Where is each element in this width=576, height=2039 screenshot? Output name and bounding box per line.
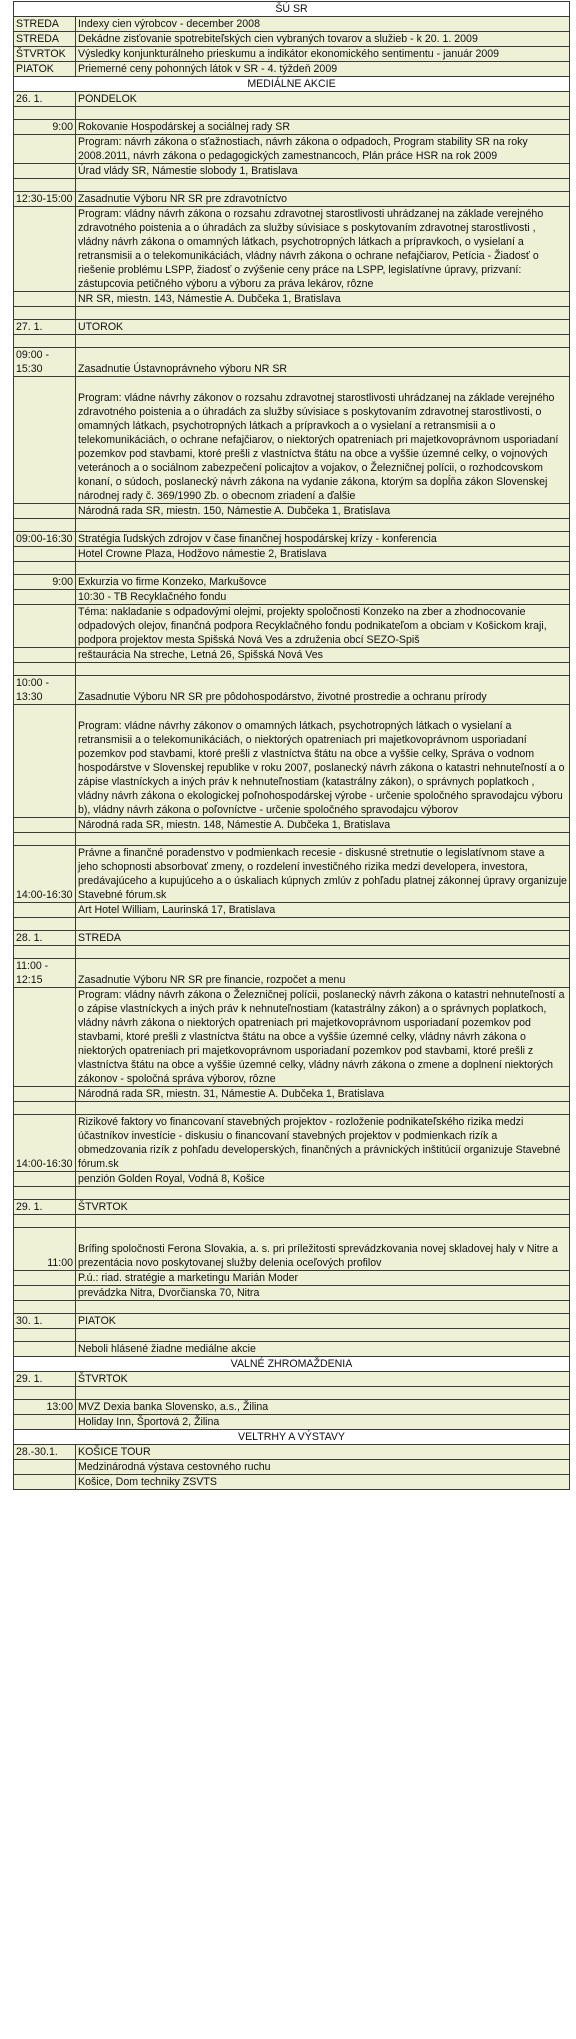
event-detail-row (14, 135, 570, 164)
event-place-row (14, 164, 570, 179)
event-row (14, 1228, 570, 1271)
event-row (14, 532, 570, 547)
event-time: 10:00 - 13:30 (14, 676, 76, 705)
event-row (14, 1445, 570, 1460)
event-sub-row (14, 590, 570, 605)
event-row (14, 676, 570, 705)
event-time: 09:00 - 15:30 (14, 348, 76, 377)
event-row (14, 120, 570, 135)
day-row (14, 320, 570, 335)
spacer-row (14, 107, 570, 120)
section-row (14, 1430, 570, 1445)
event-place: penzión Golden Royal, Vodná 8, Košice (76, 1172, 570, 1187)
note-row (14, 1342, 570, 1357)
event-place: Úrad vlády SR, Námestie slobody 1, Bratislava (76, 164, 570, 179)
section-row (14, 77, 570, 92)
section-media-title: MEDIÁLNE AKCIE (14, 77, 570, 92)
event-time: 12:30-15:00 (14, 192, 76, 207)
spacer-row (14, 335, 570, 348)
day-date: 28. 1. (14, 931, 76, 946)
event-title: KOŠICE TOUR (76, 1445, 570, 1460)
spacer-row (14, 1387, 570, 1400)
day-row (14, 1372, 570, 1387)
event-title: Zasadnutie Výboru NR SR pre pôdohospodárstvo, životné prostredie a ochranu prírody (76, 676, 570, 705)
event-title: Zasadnutie Ústavnoprávneho výboru NR SR (76, 348, 570, 377)
day-date: 30. 1. (14, 1314, 76, 1329)
no-events-note: Neboli hlásené žiadne mediálne akcie (76, 1342, 570, 1357)
section-row (14, 1357, 570, 1372)
su-row (14, 47, 570, 62)
event-row (14, 1400, 570, 1415)
day-date: 27. 1. (14, 320, 76, 335)
event-place-row (14, 292, 570, 307)
su-day: STREDA (14, 32, 76, 47)
day-date: 29. 1. (14, 1200, 76, 1215)
event-place-row (14, 1415, 570, 1430)
event-program: Program: vládne návrhy zákonov o omamných látkach, psychotropných látkach o vysielaní a retransmisii a o telekomunikáciách, o niektorých opatreniach pri majetkovoprávnom usporiadaní pozemkov pod stavbami, ktoré prešli z vlastníctva štátu na obce a vyššie celky, Správa o vodnom hospodárstve v Slovenskej republike v roku 2007, poslanecký návrh zákona o katastri nehnuteľností a o zápise vlastníckych a iných práv k nehnuteľnostiam (katastrálny zákon), o správnych poplatkoch , vládny návrh zákona o ekologickej poľnohospodárskej výrobe - určenie spoločného spravodajcu výboru b), vládny návrh zákona o poľovníctve - určenie spoločného spravodajcu výborov (76, 705, 570, 818)
section-fairs-title: VELTRHY A VÝSTAVY (14, 1430, 570, 1445)
event-place-row (14, 1286, 570, 1301)
event-time: 09:00-16:30 (14, 532, 76, 547)
event-row (14, 959, 570, 988)
su-text: Indexy cien výrobcov - december 2008 (76, 17, 570, 32)
event-subtitle: 10:30 - TB Recyklačného fondu (76, 590, 570, 605)
su-text: Výsledky konjunkturálneho prieskumu a indikátor ekonomického sentimentu - január 2009 (76, 47, 570, 62)
day-name: PIATOK (76, 1314, 570, 1329)
event-title: Stratégia ľudských zdrojov v čase finančnej hospodárskej krízy - konferencia (76, 532, 570, 547)
day-date: 26. 1. (14, 92, 76, 107)
day-name: STREDA (76, 931, 570, 946)
event-title: Zasadnutie Výboru NR SR pre financie, rozpočet a menu (76, 959, 570, 988)
event-detail-row (14, 377, 570, 504)
su-day: PIATOK (14, 62, 76, 77)
spacer-row (14, 1102, 570, 1115)
event-program: Program: vládny návrh zákona o Železničnej polícii, poslanecký návrh zákona o katastri nehnuteľností a o zápise vlastníckych a iných práv k nehnuteľnostiam (katastrálny zákon) a o správnych poplatkoch, vládny návrh zákona o niektorých opatreniach pri majetkovoprávnom usporiadaní pozemkov pod stavbami, ktoré prešli z vlastníctva štátu na obce a vyššie územné celky, vládny návrh zákona o niektorých opatreniach pri majetkovoprávnom usporiadaní pozemkov pod stavbami, ktoré prešli z vlastníctva štátu na obce a vyššie územné celky, vládny návrh zákona o zmene a doplnení niektorých zákonov - spoločná správa výborov, rôzne (76, 988, 570, 1087)
day-name: PONDELOK (76, 92, 570, 107)
event-time: 9:00 (14, 575, 76, 590)
event-time: 11:00 - 12:15 (14, 959, 76, 988)
event-title: Rizikové faktory vo financovaní stavebných projektov - rozloženie podnikateľského rizika medzi účastníkov investície - diskusiu o financovaní stavebných projektov v podmienkach rizík a obmedzovania rizík z pohľadu developerských, finančných a právnických inštitúcií organizuje Stavebné fórum.sk (76, 1115, 570, 1172)
event-row (14, 1115, 570, 1172)
section-assemblies-title: VALNÉ ZHROMAŽDENIA (14, 1357, 570, 1372)
event-place-row (14, 1475, 570, 1490)
su-day: ŠTVRTOK (14, 47, 76, 62)
su-text: Dekádne zisťovanie spotrebiteľských cien vybraných tovarov a služieb - k 20. 1. 2009 (76, 32, 570, 47)
event-title: Právne a finančné poradenstvo v podmienkach recesie - diskusné stretnutie o legislatívnom stave a jeho schopnosti absorbovať zmeny, o rozdelení investičného rizika medzi developera, investora, predávajúceho a kupujúceho a o úskaliach kúpnych zmlúv z pohľadu platnej zákonnej úpravy organizuje Stavebné fórum.sk (76, 846, 570, 903)
spacer-row (14, 946, 570, 959)
spacer-row (14, 1215, 570, 1228)
event-description: Medzinárodná výstava cestovného ruchu (76, 1460, 570, 1475)
event-program: Program: vládne návrhy zákonov o rozsahu zdravotnej starostlivosti uhrádzanej na základe verejného zdravotného poistenia a o úhradách za služby súvisiace s poskytovaním zdravotnej starostlivosti, o omamných látkach, psychotropných látkach a prípravkoch a o vysielaní a retransmisii a o telekomunikáciách, o ochrane nefajčiarov, o niektorých opatreniach pri majetkovoprávnom usporiadaní pozemkov pod stavbami, ktoré prešli z vlastníctva štátu na obce a vyššie územné celky, o vojnových veteránoch a o sociálnom zabezpečení policajtov a vojakov, o Železničnej polícii, o rozhodcovskom konaní, o súdoch, poslanecký návrh zákona na vydanie zákona, ktorým sa dopĺňa zákon Slovenskej národnej rady č. 369/1990 Zb. o obecnom zriadení a ďalšie (76, 377, 570, 504)
event-title: Exkurzia vo firme Konzeko, Markušovce (76, 575, 570, 590)
spacer-row (14, 179, 570, 192)
spacer-row (14, 307, 570, 320)
event-place: Národná rada SR, miestn. 31, Námestie A. Dubčeka 1, Bratislava (76, 1087, 570, 1102)
event-detail-row (14, 705, 570, 818)
day-row (14, 1200, 570, 1215)
event-program: Program: vládny návrh zákona o rozsahu zdravotnej starostlivosti uhrádzanej na základe verejného zdravotného poistenia a o úhradách za služby súvisiace s poskytovaním zdravotnej starostlivosti , vládny návrh zákona o omamných látkach, psychotropných látkach a prípravkoch, o vysielaní a retransmisii a o telekomunikáciách, vládny návrh zákona o ochrane nefajčiarov, Petícia - Žiadosť o riešenie problému LSPP, žiadosť o zvýšenie ceny práce na LSPP, legislatívne úpravy, prizvaní: zástupcovia petičného výboru a výboru za práva lekárov, rôzne (76, 207, 570, 292)
event-place: Košice, Dom techniky ZSVTS (76, 1475, 570, 1490)
spacer-row (14, 1301, 570, 1314)
event-detail-row (14, 207, 570, 292)
su-row (14, 32, 570, 47)
header-row (14, 2, 570, 17)
day-row (14, 1314, 570, 1329)
event-title: MVZ Dexia banka Slovensko, a.s., Žilina (76, 1400, 570, 1415)
day-date: 29. 1. (14, 1372, 76, 1387)
event-place-row (14, 504, 570, 519)
event-place: prevádzka Nitra, Dvorčianska 70, Nitra (76, 1286, 570, 1301)
event-detail-row (14, 1460, 570, 1475)
event-place-row (14, 1087, 570, 1102)
event-date: 28.-30.1. (14, 1445, 76, 1460)
event-place: NR SR, miestn. 143, Námestie A. Dubčeka 1, Bratislava (76, 292, 570, 307)
event-time: 11:00 (14, 1228, 76, 1271)
su-day: STREDA (14, 17, 76, 32)
su-row (14, 17, 570, 32)
event-detail-row (14, 988, 570, 1087)
spacer-row (14, 562, 570, 575)
event-place: Národná rada SR, miestn. 148, Námestie A. Dubčeka 1, Bratislava (76, 818, 570, 833)
event-row (14, 348, 570, 377)
event-place-row (14, 903, 570, 918)
spacer-row (14, 918, 570, 931)
event-place: Národná rada SR, miestn. 150, Námestie A. Dubčeka 1, Bratislava (76, 504, 570, 519)
schedule-table (13, 1, 570, 1490)
event-place: Hotel Crowne Plaza, Hodžovo námestie 2, Bratislava (76, 547, 570, 562)
event-place-row (14, 547, 570, 562)
spacer-row (14, 663, 570, 676)
event-title: Zasadnutie Výboru NR SR pre zdravotníctvo (76, 192, 570, 207)
event-title: Rokovanie Hospodárskej a sociálnej rady SR (76, 120, 570, 135)
event-place: Holiday Inn, Športová 2, Žilina (76, 1415, 570, 1430)
event-place: Art Hotel William, Laurinská 17, Bratislava (76, 903, 570, 918)
event-place-row (14, 648, 570, 663)
spacer-row (14, 519, 570, 532)
spacer-row (14, 833, 570, 846)
spacer-row (14, 1329, 570, 1342)
event-title: Brífing spoločnosti Ferona Slovakia, a. s. pri príležitosti sprevádzkovania novej skladovej haly v Nitre a prezentácia novo poskytovanej služby delenia oceľových profilov (76, 1228, 570, 1271)
event-time: 9:00 (14, 120, 76, 135)
event-contact: P.ú.: riad. stratégie a marketingu Marián Moder (76, 1271, 570, 1286)
event-row (14, 192, 570, 207)
day-name: UTOROK (76, 320, 570, 335)
event-row (14, 846, 570, 903)
event-contact-row (14, 1271, 570, 1286)
event-detail-row (14, 605, 570, 648)
event-place-row (14, 818, 570, 833)
day-name: ŠTVRTOK (76, 1200, 570, 1215)
day-row (14, 92, 570, 107)
event-time: 13:00 (14, 1400, 76, 1415)
day-row (14, 931, 570, 946)
day-name: ŠTVRTOK (76, 1372, 570, 1387)
event-row (14, 575, 570, 590)
event-time: 14:00-16:30 (14, 846, 76, 903)
su-text: Priemerné ceny pohonných látok v SR - 4. týždeň 2009 (76, 62, 570, 77)
event-program: Program: návrh zákona o sťažnostiach, návrh zákona o odpadoch, Program stability SR na roky 2008.2011, návrh zákona o pedagogických zamestnancoch, Plán práce HSR na rok 2009 (76, 135, 570, 164)
spacer-row (14, 1187, 570, 1200)
event-time: 14:00-16:30 (14, 1115, 76, 1172)
event-place: reštaurácia Na streche, Letná 26, Spišská Nová Ves (76, 648, 570, 663)
su-row (14, 62, 570, 77)
event-place-row (14, 1172, 570, 1187)
event-topic: Téma: nakladanie s odpadovými olejmi, projekty spoločnosti Konzeko na zber a zhodnocovanie odpadových olejov, finančná podpora Recyklačného fondu podnikateľom a obciam v Košickom kraji, podpora projektov mesta Spišská Nová Ves a združenia obcí SEZO-Spiš (76, 605, 570, 648)
header-title: ŠÚ SR (14, 2, 570, 17)
